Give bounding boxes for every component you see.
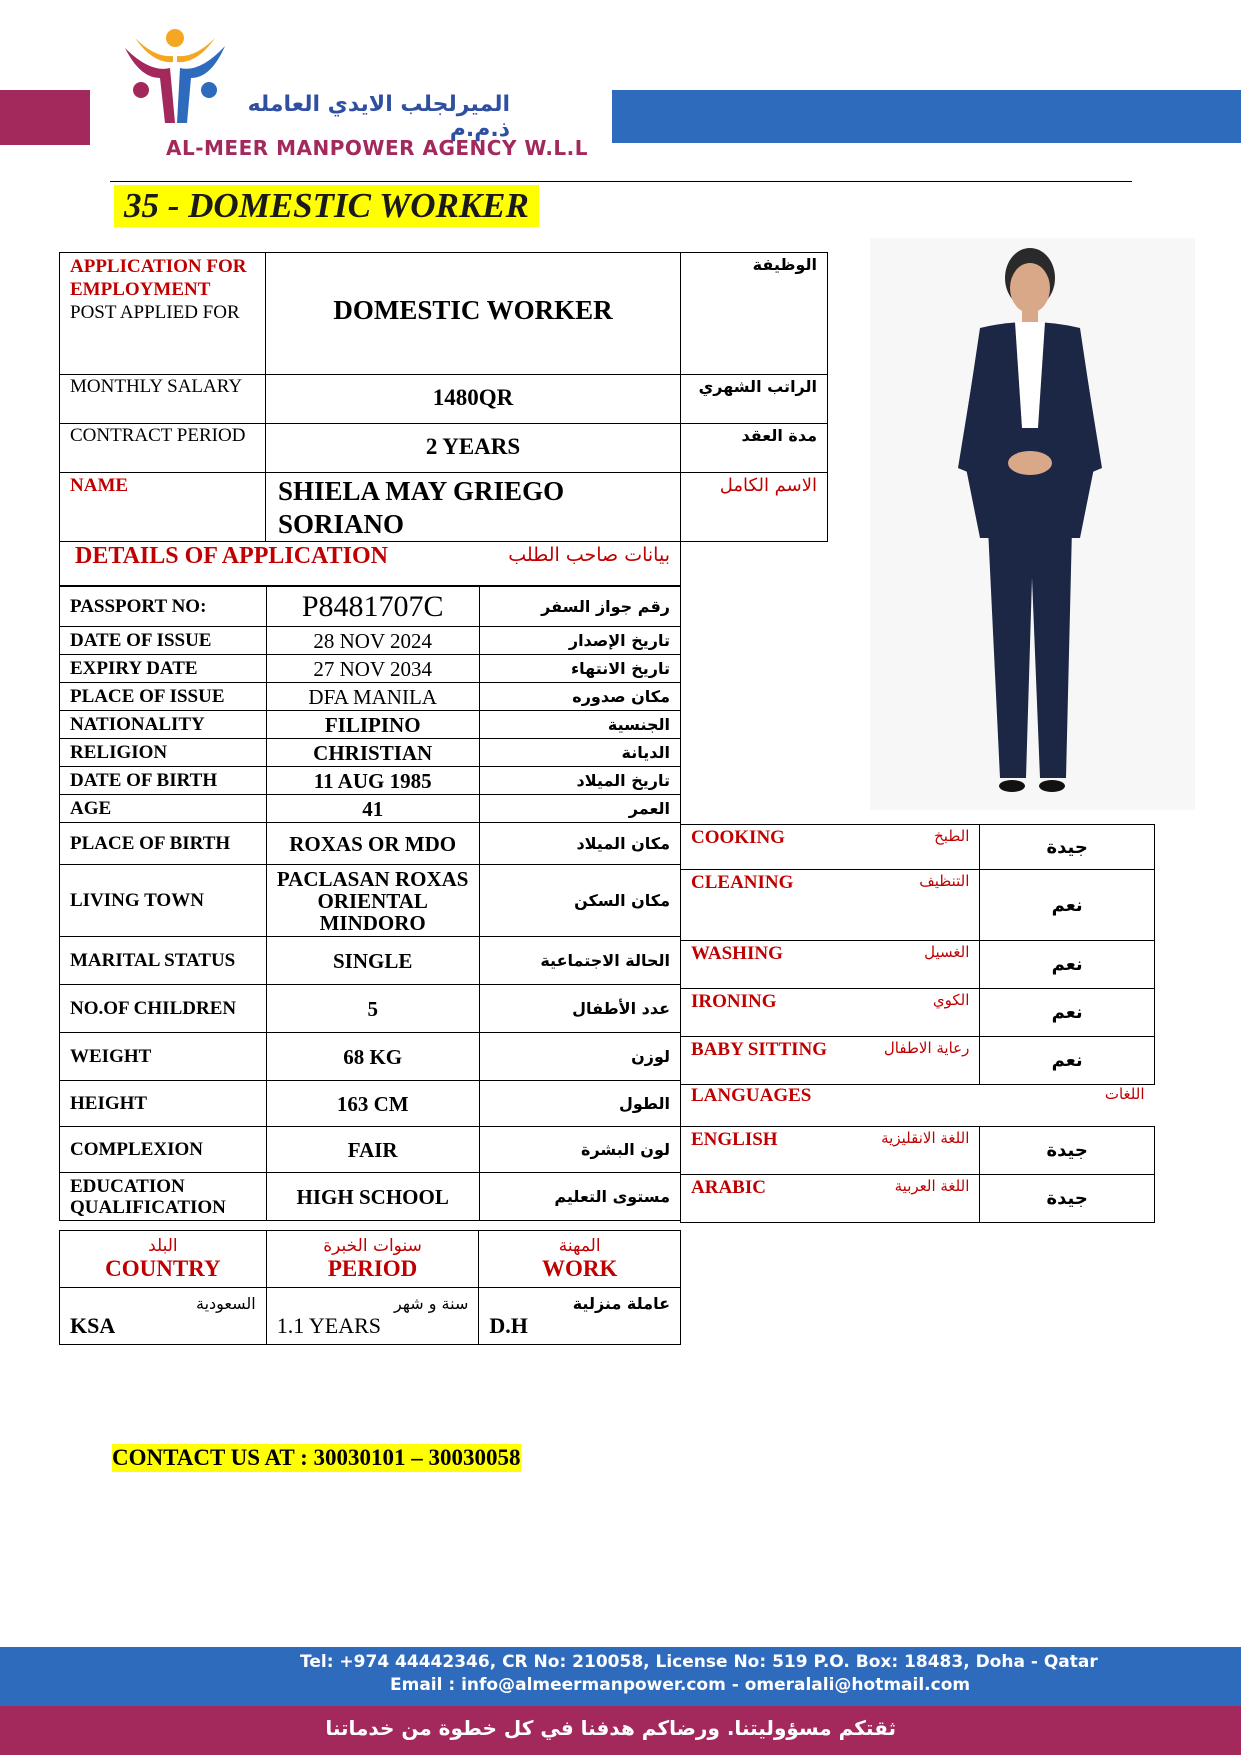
- exp-work-en: WORK: [541, 1256, 618, 1281]
- skill-name-en: WASHING: [691, 943, 783, 964]
- details-row-label: [60, 795, 267, 823]
- details-row: [60, 937, 681, 985]
- details-row-label: [60, 587, 267, 627]
- details-row-ar: [479, 1081, 680, 1127]
- details-value-text: ROXAS OR MDO: [289, 831, 457, 856]
- company-name-en: AL-MEER MANPOWER AGENCY W.L.L: [166, 136, 589, 160]
- language-value: جيدة: [1046, 1140, 1088, 1161]
- details-row-value: [266, 683, 479, 711]
- name-value: SHIELA MAY GRIEGO SORIANO: [278, 476, 565, 539]
- details-row-value: [266, 795, 479, 823]
- details-label-text: LIVING TOWN: [70, 890, 204, 911]
- details-row: [60, 985, 681, 1033]
- languages-header: [681, 1085, 1155, 1127]
- language-value-cell: [980, 1127, 1155, 1175]
- details-label-text: RELIGION: [70, 742, 168, 763]
- details-row-ar: [479, 739, 680, 767]
- details-label-text: MARITAL STATUS: [70, 950, 236, 971]
- details-row-label: [60, 1127, 267, 1173]
- skill-name-cell: [681, 989, 980, 1037]
- details-label-text: WEIGHT: [70, 1046, 152, 1067]
- details-row-value: [266, 627, 479, 655]
- languages-label-ar: اللغات: [1104, 1085, 1145, 1103]
- details-value-text: P8481707C: [301, 589, 444, 623]
- skill-row: [681, 1037, 1155, 1085]
- skill-value-cell: [980, 989, 1155, 1037]
- exp-country-en: COUNTRY: [105, 1256, 221, 1281]
- details-ar-text: مكان صدوره: [572, 687, 670, 706]
- name-ar-cell: [680, 472, 828, 542]
- details-row-value: [266, 1173, 479, 1221]
- exp-period-en: PERIOD: [327, 1256, 418, 1281]
- details-row: [60, 795, 681, 823]
- name-ar: الاسم الكامل: [719, 475, 817, 496]
- exp-country-ar: البلد: [148, 1236, 178, 1256]
- post-value-cell: [265, 252, 681, 375]
- details-label-text: NO.OF CHILDREN: [70, 998, 237, 1019]
- details-row-ar: [479, 655, 680, 683]
- details-row-label: [60, 1081, 267, 1127]
- exp-work-val: D.H: [489, 1312, 528, 1338]
- salary-value-cell: [265, 374, 681, 424]
- person-figure-icon: [870, 238, 1195, 810]
- details-row-ar: [479, 767, 680, 795]
- details-row-label: [60, 1173, 267, 1221]
- skill-name-ar: الطبخ: [934, 827, 970, 845]
- skill-name-en: COOKING: [691, 827, 785, 848]
- skill-value: جيدة: [1046, 836, 1088, 858]
- salary-ar: الراتب الشهري: [698, 377, 817, 396]
- details-header: [59, 541, 681, 586]
- details-label-text: AGE: [70, 798, 112, 819]
- details-value-text: 5: [367, 996, 378, 1021]
- details-row-ar: [479, 1173, 680, 1221]
- skill-value: نعم: [1051, 954, 1083, 975]
- details-row: [60, 767, 681, 795]
- skill-name-en: CLEANING: [691, 872, 794, 893]
- details-row-label: [60, 627, 267, 655]
- page-title: 35 - DOMESTIC WORKER: [114, 185, 539, 227]
- skill-value: نعم: [1051, 1002, 1083, 1023]
- skill-row: [681, 870, 1155, 941]
- skills-table: [680, 824, 1155, 1223]
- details-ar-text: الحالة الاجتماعية: [540, 951, 670, 970]
- skill-name-cell: [681, 825, 980, 870]
- details-ar-text: عدد الأطفال: [572, 999, 670, 1018]
- skill-row: [681, 941, 1155, 989]
- details-row-label: [60, 683, 267, 711]
- skill-name-cell: [681, 870, 980, 941]
- language-name-en: ARABIC: [691, 1177, 766, 1198]
- skill-row: [681, 989, 1155, 1037]
- exp-work-val-ar: عاملة منزلية: [572, 1293, 670, 1313]
- language-value: جيدة: [1046, 1188, 1088, 1209]
- details-value-text: 163 CM: [336, 1091, 409, 1116]
- company-name-ar: الميرلجلب الايدي العامله ذ.م.م: [247, 92, 510, 142]
- details-row-value: [266, 767, 479, 795]
- details-title-ar: بيانات صاحب الطلب: [508, 544, 670, 566]
- salary-ar-cell: [680, 374, 828, 424]
- details-row-ar: [479, 865, 680, 937]
- details-row-ar: [479, 1033, 680, 1081]
- details-row: [60, 1081, 681, 1127]
- details-row-label: [60, 655, 267, 683]
- language-row: [681, 1175, 1155, 1223]
- details-ar-text: تاريخ الإصدار: [568, 631, 670, 650]
- exp-period-val: 1.1 YEARS: [276, 1312, 382, 1338]
- skill-value-cell: [980, 1037, 1155, 1085]
- skill-name-ar: التنظيف: [919, 872, 970, 890]
- footer-maroon-band: [0, 1706, 1241, 1755]
- details-row-label: [60, 711, 267, 739]
- app-label: APPLICATION FOR EMPLOYMENT: [70, 256, 247, 300]
- details-row-ar: [479, 683, 680, 711]
- details-row-label: [60, 865, 267, 937]
- name-label-cell: [59, 472, 266, 542]
- language-name-cell: [681, 1127, 980, 1175]
- skill-name-cell: [681, 1037, 980, 1085]
- details-value-text: FILIPINO: [324, 712, 421, 737]
- details-label-text: PASSPORT NO:: [70, 596, 207, 617]
- language-name-cell: [681, 1175, 980, 1223]
- exp-work-ar: المهنة: [558, 1236, 601, 1256]
- details-row-label: [60, 823, 267, 865]
- details-row: [60, 865, 681, 937]
- footer-blue-band: [0, 1647, 1241, 1706]
- details-ar-text: مكان السكن: [574, 891, 670, 910]
- exp-country-val-ar: السعودية: [196, 1293, 256, 1313]
- header-divider: [110, 181, 1132, 182]
- language-row: [681, 1127, 1155, 1175]
- details-row: [60, 627, 681, 655]
- details-label-text: PLACE OF ISSUE: [70, 686, 225, 707]
- details-value-text: CHRISTIAN: [313, 740, 433, 765]
- details-value-text: PACLASAN ROXAS ORIENTAL MINDORO: [276, 866, 469, 935]
- contract-value: 2 YEARS: [425, 434, 521, 459]
- details-ar-text: مستوى التعليم: [554, 1187, 670, 1206]
- details-value-text: 27 NOV 2034: [313, 656, 432, 681]
- exp-period-ar: سنوات الخبرة: [323, 1236, 422, 1256]
- details-value-text: 41: [362, 796, 384, 821]
- worker-photo: [870, 238, 1195, 810]
- exp-period-val-ar: سنة و شهر: [394, 1293, 469, 1313]
- details-row: [60, 683, 681, 711]
- details-label-text: NATIONALITY: [70, 714, 205, 735]
- name-label: NAME: [70, 475, 129, 496]
- details-ar-text: لون البشرة: [581, 1140, 670, 1159]
- details-row-value: [266, 937, 479, 985]
- contact-line: CONTACT US AT : 30030101 – 30030058: [112, 1445, 521, 1470]
- exp-work-cell: [479, 1288, 681, 1345]
- language-name-ar: اللغة العربية: [894, 1177, 970, 1195]
- contract-ar-cell: [680, 423, 828, 473]
- skill-name-en: IRONING: [691, 991, 777, 1012]
- skill-name-en: BABY SITTING: [691, 1039, 828, 1060]
- languages-label-en: LANGUAGES: [691, 1085, 812, 1106]
- contract-label-cell: [59, 423, 266, 473]
- details-label-text: COMPLEXION: [70, 1139, 203, 1160]
- skill-value-cell: [980, 941, 1155, 989]
- details-ar-text: مكان الميلاد: [576, 834, 670, 853]
- details-value-text: 68 KG: [343, 1044, 403, 1069]
- details-ar-text: لوزن: [631, 1047, 670, 1066]
- header-maroon-bar: [0, 90, 90, 145]
- details-row-ar: [479, 711, 680, 739]
- exp-period-head: [266, 1231, 479, 1288]
- details-row: [60, 823, 681, 865]
- details-ar-text: الطول: [619, 1094, 670, 1113]
- exp-work-head: [479, 1231, 681, 1288]
- details-ar-text: العمر: [628, 799, 670, 818]
- details-row-value: [266, 655, 479, 683]
- details-row-value: [266, 1127, 479, 1173]
- post-ar-cell: [680, 252, 828, 375]
- skill-name-cell: [681, 941, 980, 989]
- languages-header-row: [681, 1085, 1155, 1127]
- footer-slogan: ثقتكم مسؤوليتنا. ورضاكم هدفنا في كل خطوة من خدماتنا: [325, 1716, 896, 1740]
- skill-value-cell: [980, 825, 1155, 870]
- footer-email-line: Email : info@almeermanpower.com - omeralali@hotmail.com: [390, 1675, 971, 1695]
- details-label-text: EDUCATION QUALIFICATION: [70, 1175, 226, 1218]
- details-row-label: [60, 985, 267, 1033]
- details-row-ar: [479, 795, 680, 823]
- details-value-text: 28 NOV 2024: [313, 628, 432, 653]
- language-value-cell: [980, 1175, 1155, 1223]
- details-row-value: [266, 587, 479, 627]
- details-ar-text: تاريخ الانتهاء: [570, 659, 670, 678]
- details-label-text: HEIGHT: [70, 1093, 148, 1114]
- skill-value: نعم: [1051, 894, 1083, 916]
- skill-name-ar: رعاية الاطفال: [883, 1039, 970, 1057]
- details-row-ar: [479, 587, 680, 627]
- details-label-text: EXPIRY DATE: [70, 658, 198, 679]
- skill-value-cell: [980, 870, 1155, 941]
- details-value-text: 11 AUG 1985: [313, 768, 432, 793]
- post-label: POST APPLIED FOR: [70, 302, 240, 323]
- exp-country-cell: [60, 1288, 267, 1345]
- details-row-value: [266, 1081, 479, 1127]
- exp-period-cell: [266, 1288, 479, 1345]
- details-table: [59, 586, 681, 1221]
- details-ar-text: تاريخ الميلاد: [576, 771, 670, 790]
- details-row: [60, 739, 681, 767]
- details-row-ar: [479, 937, 680, 985]
- language-name-en: ENGLISH: [691, 1129, 778, 1150]
- salary-label: MONTHLY SALARY: [70, 376, 243, 397]
- details-row-value: [266, 823, 479, 865]
- skill-row: [681, 825, 1155, 870]
- details-row-label: [60, 1033, 267, 1081]
- salary-value: 1480QR: [432, 385, 514, 410]
- details-row-ar: [479, 1127, 680, 1173]
- language-name-ar: اللغة الانقليزية: [881, 1129, 970, 1147]
- exp-country-head: [60, 1231, 267, 1288]
- skill-value: نعم: [1051, 1050, 1083, 1071]
- contract-label: CONTRACT PERIOD: [70, 425, 246, 446]
- footer-contact-line: Tel: +974 44442346, CR No: 210058, License No: 519 P.O. Box: 18483, Doha - Qatar: [300, 1652, 1098, 1672]
- details-row-ar: [479, 823, 680, 865]
- details-row: [60, 1127, 681, 1173]
- details-label-text: DATE OF BIRTH: [70, 770, 218, 791]
- details-value-text: HIGH SCHOOL: [296, 1184, 449, 1209]
- name-value-cell: [265, 472, 681, 542]
- exp-country-val: KSA: [70, 1312, 116, 1338]
- skill-name-ar: الغسيل: [924, 943, 970, 961]
- details-row-label: [60, 767, 267, 795]
- post-value: DOMESTIC WORKER: [333, 295, 613, 325]
- details-row-value: [266, 711, 479, 739]
- contract-value-cell: [265, 423, 681, 473]
- skill-name-ar: الكوي: [932, 991, 970, 1009]
- experience-table: [59, 1230, 681, 1345]
- salary-label-cell: [59, 374, 266, 424]
- details-title-en: DETAILS OF APPLICATION: [75, 543, 388, 569]
- details-row-value: [266, 865, 479, 937]
- details-label-text: DATE OF ISSUE: [70, 630, 212, 651]
- details-row-value: [266, 985, 479, 1033]
- details-row-value: [266, 739, 479, 767]
- details-value-text: DFA MANILA: [308, 684, 437, 709]
- details-ar-text: رقم جواز السفر: [541, 597, 670, 616]
- details-row-value: [266, 1033, 479, 1081]
- details-row-label: [60, 739, 267, 767]
- details-row: [60, 655, 681, 683]
- post-ar: الوظيفة: [752, 255, 817, 274]
- contract-ar: مدة العقد: [741, 426, 817, 445]
- details-value-text: SINGLE: [333, 948, 413, 973]
- details-value-text: FAIR: [347, 1137, 398, 1162]
- details-ar-text: الجنسية: [607, 715, 670, 734]
- post-label-cell: [59, 252, 266, 375]
- details-row-ar: [479, 627, 680, 655]
- details-row: [60, 711, 681, 739]
- details-ar-text: الديانة: [621, 743, 670, 762]
- details-label-text: PLACE OF BIRTH: [70, 833, 231, 854]
- details-row: [60, 1173, 681, 1221]
- details-row: [60, 587, 681, 627]
- details-row: [60, 1033, 681, 1081]
- header-blue-bar: [612, 90, 1241, 143]
- details-row-label: [60, 937, 267, 985]
- details-row-ar: [479, 985, 680, 1033]
